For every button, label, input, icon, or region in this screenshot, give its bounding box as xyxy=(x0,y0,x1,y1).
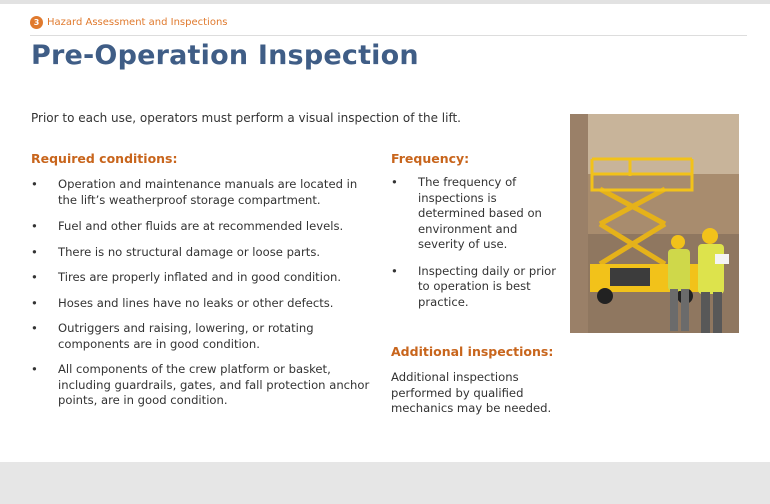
frequency-heading: Frequency: xyxy=(391,151,470,166)
section-number-badge: 3 xyxy=(30,16,43,29)
list-item-text: There is no structural damage or loose parts. xyxy=(58,244,321,259)
list-item xyxy=(31,245,371,261)
page-title: Pre-Operation Inspection xyxy=(31,40,419,71)
list-item-text: Fuel and other fluids are at recommended levels. xyxy=(58,219,344,233)
required-conditions-heading: Required conditions: xyxy=(31,151,178,166)
list-item-text: Tires are properly inflated and in good condition. xyxy=(58,270,342,284)
additional-inspections-text: Additional inspections performed by qualified mechanics may be needed. xyxy=(391,370,552,415)
bullet-icon: • xyxy=(31,321,38,335)
list-item xyxy=(31,296,371,312)
footer-bar xyxy=(0,462,770,504)
header-divider xyxy=(30,35,747,36)
scissor-lift-photo xyxy=(570,114,739,333)
bullet-icon: • xyxy=(391,175,398,189)
bullet-icon: • xyxy=(31,295,38,310)
bullet-icon: • xyxy=(31,362,38,376)
list-item xyxy=(31,321,371,352)
list-item-text: Operation and maintenance manuals are located in the lift’s weatherproof storage compartment. xyxy=(58,177,358,207)
bullet-icon: • xyxy=(31,219,38,233)
additional-inspections-heading: Additional inspections: xyxy=(391,344,554,359)
list-item-text: Hoses and lines have no leaks or other defects. xyxy=(58,295,334,310)
scissor-lift-illustration xyxy=(570,114,739,333)
bullet-icon: • xyxy=(31,177,38,191)
list-item xyxy=(31,219,371,235)
intro-text: Prior to each use, operators must perform a visual inspection of the lift. xyxy=(31,111,461,125)
bullet-icon: • xyxy=(391,263,398,278)
list-item xyxy=(31,270,371,286)
list-item xyxy=(31,362,371,409)
list-item xyxy=(391,264,561,311)
list-item-text: All components of the crew platform or basket, including guardrails, gates, and fall protection anchor points, are in good condition. xyxy=(58,362,370,407)
top-bar xyxy=(0,0,770,4)
bullet-icon: • xyxy=(31,244,38,259)
list-item-text: Inspecting daily or prior to operation is best practice. xyxy=(418,263,557,309)
section-label: Hazard Assessment and Inspections xyxy=(47,17,228,28)
list-item-text: Outriggers and raising, lowering, or rotating components are in good condition. xyxy=(58,321,314,351)
required-conditions-list xyxy=(31,177,371,409)
bullet-icon: • xyxy=(31,270,38,284)
list-item xyxy=(391,175,561,253)
list-item xyxy=(31,177,371,208)
frequency-list xyxy=(391,175,561,310)
list-item-text: The frequency of inspections is determined based on environment and severity of use. xyxy=(418,175,542,251)
